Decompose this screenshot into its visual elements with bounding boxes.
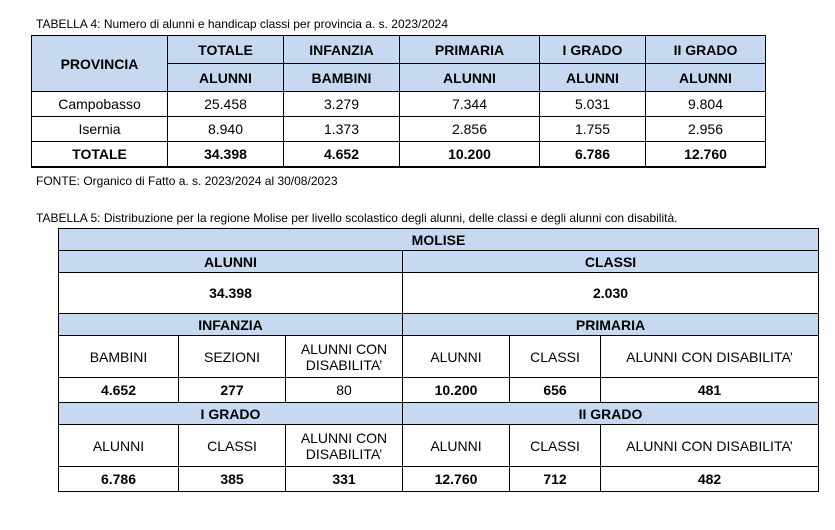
- header-ii-grado: II GRADO: [646, 36, 766, 64]
- alunni-total-value: 34.398: [59, 273, 403, 314]
- subheader-cell: BAMBINI: [284, 64, 400, 92]
- column-label: ALUNNI CON DISABILITA’: [601, 336, 819, 378]
- value-cell: 712: [510, 467, 601, 492]
- primaria-header: PRIMARIA: [403, 314, 819, 336]
- column-label: CLASSI: [510, 425, 601, 467]
- header-infanzia: INFANZIA: [284, 36, 400, 64]
- value-cell: 482: [601, 467, 819, 492]
- header-i-grado: I GRADO: [540, 36, 646, 64]
- table-cell: 4.652: [284, 142, 400, 168]
- alunni-header: ALUNNI: [59, 251, 403, 273]
- table5-title: MOLISE: [59, 229, 819, 251]
- column-label: CLASSI: [179, 425, 286, 467]
- ii-grado-header: II GRADO: [403, 403, 819, 425]
- table-cell: 3.279: [284, 92, 400, 117]
- table-cell: 8.940: [168, 117, 284, 142]
- table-row: [32, 92, 766, 117]
- table-cell: 10.200: [400, 142, 540, 168]
- table-cell: 34.398: [168, 142, 284, 168]
- column-label: BAMBINI: [59, 336, 179, 378]
- table4: [31, 35, 766, 168]
- table-row: [32, 117, 766, 142]
- subheader-cell: ALUNNI: [646, 64, 766, 92]
- table-cell: 7.344: [400, 92, 540, 117]
- total-row: [32, 142, 766, 168]
- table-cell: Campobasso: [32, 92, 168, 117]
- i-grado-header: I GRADO: [59, 403, 403, 425]
- header-totale: TOTALE: [168, 36, 284, 64]
- value-cell: 277: [179, 378, 286, 403]
- header-primaria: PRIMARIA: [400, 36, 540, 64]
- header-provincia: PROVINCIA: [32, 36, 168, 92]
- table-cell: 9.804: [646, 92, 766, 117]
- value-cell: 481: [601, 378, 819, 403]
- column-label: CLASSI: [510, 336, 601, 378]
- classi-header: CLASSI: [403, 251, 819, 273]
- value-cell: 10.200: [403, 378, 510, 403]
- value-cell: 6.786: [59, 467, 179, 492]
- value-cell: 656: [510, 378, 601, 403]
- table-cell: 6.786: [540, 142, 646, 168]
- classi-total-value: 2.030: [403, 273, 819, 314]
- column-label: ALUNNI CON DISABILITA’: [286, 336, 403, 378]
- column-label: ALUNNI: [403, 336, 510, 378]
- value-cell: 80: [286, 378, 403, 403]
- column-label: ALUNNI CON DISABILITA’: [286, 425, 403, 467]
- subheader-cell: ALUNNI: [540, 64, 646, 92]
- table-cell: TOTALE: [32, 142, 168, 168]
- column-label: ALUNNI CON DISABILITA’: [601, 425, 819, 467]
- table-cell: Isernia: [32, 117, 168, 142]
- value-cell: 4.652: [59, 378, 179, 403]
- subheader-cell: ALUNNI: [400, 64, 540, 92]
- column-label: ALUNNI: [59, 425, 179, 467]
- table-cell: 2.856: [400, 117, 540, 142]
- table-cell: 1.373: [284, 117, 400, 142]
- value-cell: 331: [286, 467, 403, 492]
- value-cell: 385: [179, 467, 286, 492]
- table5-caption: TABELLA 5: Distribuzione per la regione Molise per livello scolastico degli alunni, delle classi e degli alunni con disabilità.: [36, 211, 678, 225]
- subheader-cell: ALUNNI: [168, 64, 284, 92]
- infanzia-header: INFANZIA: [59, 314, 403, 336]
- column-label: ALUNNI: [403, 425, 510, 467]
- table5: [58, 228, 819, 492]
- table-cell: 2.956: [646, 117, 766, 142]
- table-cell: 5.031: [540, 92, 646, 117]
- table-cell: 12.760: [646, 142, 766, 168]
- column-label: SEZIONI: [179, 336, 286, 378]
- table-cell: 25.458: [168, 92, 284, 117]
- table4-source: FONTE: Organico di Fatto a. s. 2023/2024 al 30/08/2023: [36, 174, 338, 188]
- table4-caption: TABELLA 4: Numero di alunni e handicap classi per provincia a. s. 2023/2024: [36, 17, 449, 31]
- value-cell: 12.760: [403, 467, 510, 492]
- table-cell: 1.755: [540, 117, 646, 142]
